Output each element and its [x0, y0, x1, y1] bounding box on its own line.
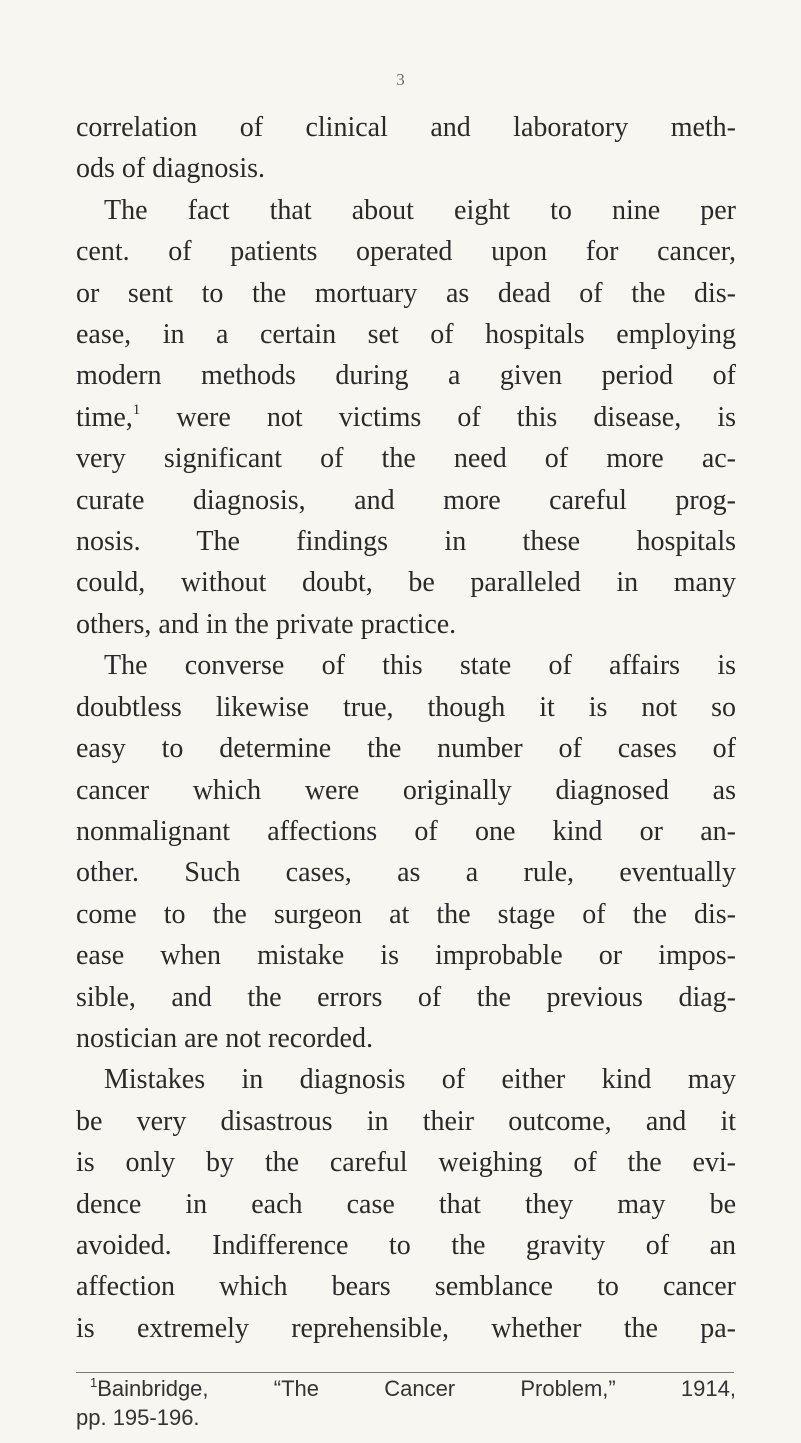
text-line: nosis. The findings in these hospitals [76, 526, 736, 558]
time-word: time, [76, 401, 133, 433]
text-line: modern methods during a given period of [76, 360, 736, 392]
text-line: nonmalignant affections of one kind or an- [76, 815, 736, 847]
text-line: or sent to the mortuary as dead of the dis- [76, 277, 736, 309]
text-line: doubtless likewise true, though it is not so [76, 691, 736, 723]
text-line: curate diagnosis, and more careful prog- [76, 484, 736, 516]
text-line: nostician are not recorded. [76, 1022, 373, 1054]
line-rest: were not victims of this disease, is [176, 401, 737, 433]
page-number: 3 [396, 70, 405, 89]
text-line: be very disastrous in their outcome, and it [76, 1105, 736, 1137]
footnote-line: pp. 195-196. [76, 1405, 200, 1430]
text-line: is extremely reprehensible, whether the pa- [76, 1312, 736, 1344]
footnote-line [76, 1374, 736, 1403]
body-text [76, 107, 736, 1349]
text-line: Mistakes in diagnosis of either kind may [104, 1064, 736, 1096]
text-line: The fact that about eight to nine per [104, 194, 736, 226]
text-line: very significant of the need of more ac- [76, 443, 736, 475]
text-line-with-footnote-ref [76, 397, 736, 438]
text-line: is only by the careful weighing of the evi- [76, 1147, 736, 1179]
text-line: come to the surgeon at the stage of the dis- [76, 898, 736, 930]
text-line: sible, and the errors of the previous diag- [76, 981, 736, 1013]
text-line: affection which bears semblance to cancer [76, 1271, 736, 1303]
footnote-divider [76, 1372, 734, 1373]
footnote-marker: 1 [90, 1375, 98, 1390]
text-line: avoided. Indifference to the gravity of an [76, 1229, 736, 1261]
text-line: could, without doubt, be paralleled in many [76, 567, 736, 599]
text-line: ease when mistake is improbable or impos- [76, 940, 736, 972]
text-line: The converse of this state of affairs is [104, 650, 736, 682]
footnote-citation: Bainbridge, “The Cancer Problem,” 1914, [97, 1376, 736, 1401]
text-line: correlation of clinical and laboratory meth- [76, 112, 736, 143]
text-line: easy to determine the number of cases of [76, 733, 736, 765]
footnote [76, 1374, 736, 1432]
text-line: dence in each case that they may be [76, 1188, 736, 1220]
text-line: ease, in a certain set of hospitals employing [76, 319, 736, 351]
footnote-reference: 1 [132, 401, 141, 418]
text-line: other. Such cases, as a rule, eventually [76, 857, 736, 889]
text-line: ods of diagnosis. [76, 153, 265, 185]
text-line: cancer which were originally diagnosed as [76, 774, 736, 806]
text-line: others, and in the private practice. [76, 608, 457, 640]
text-line: cent. of patients operated upon for cancer, [76, 236, 736, 268]
